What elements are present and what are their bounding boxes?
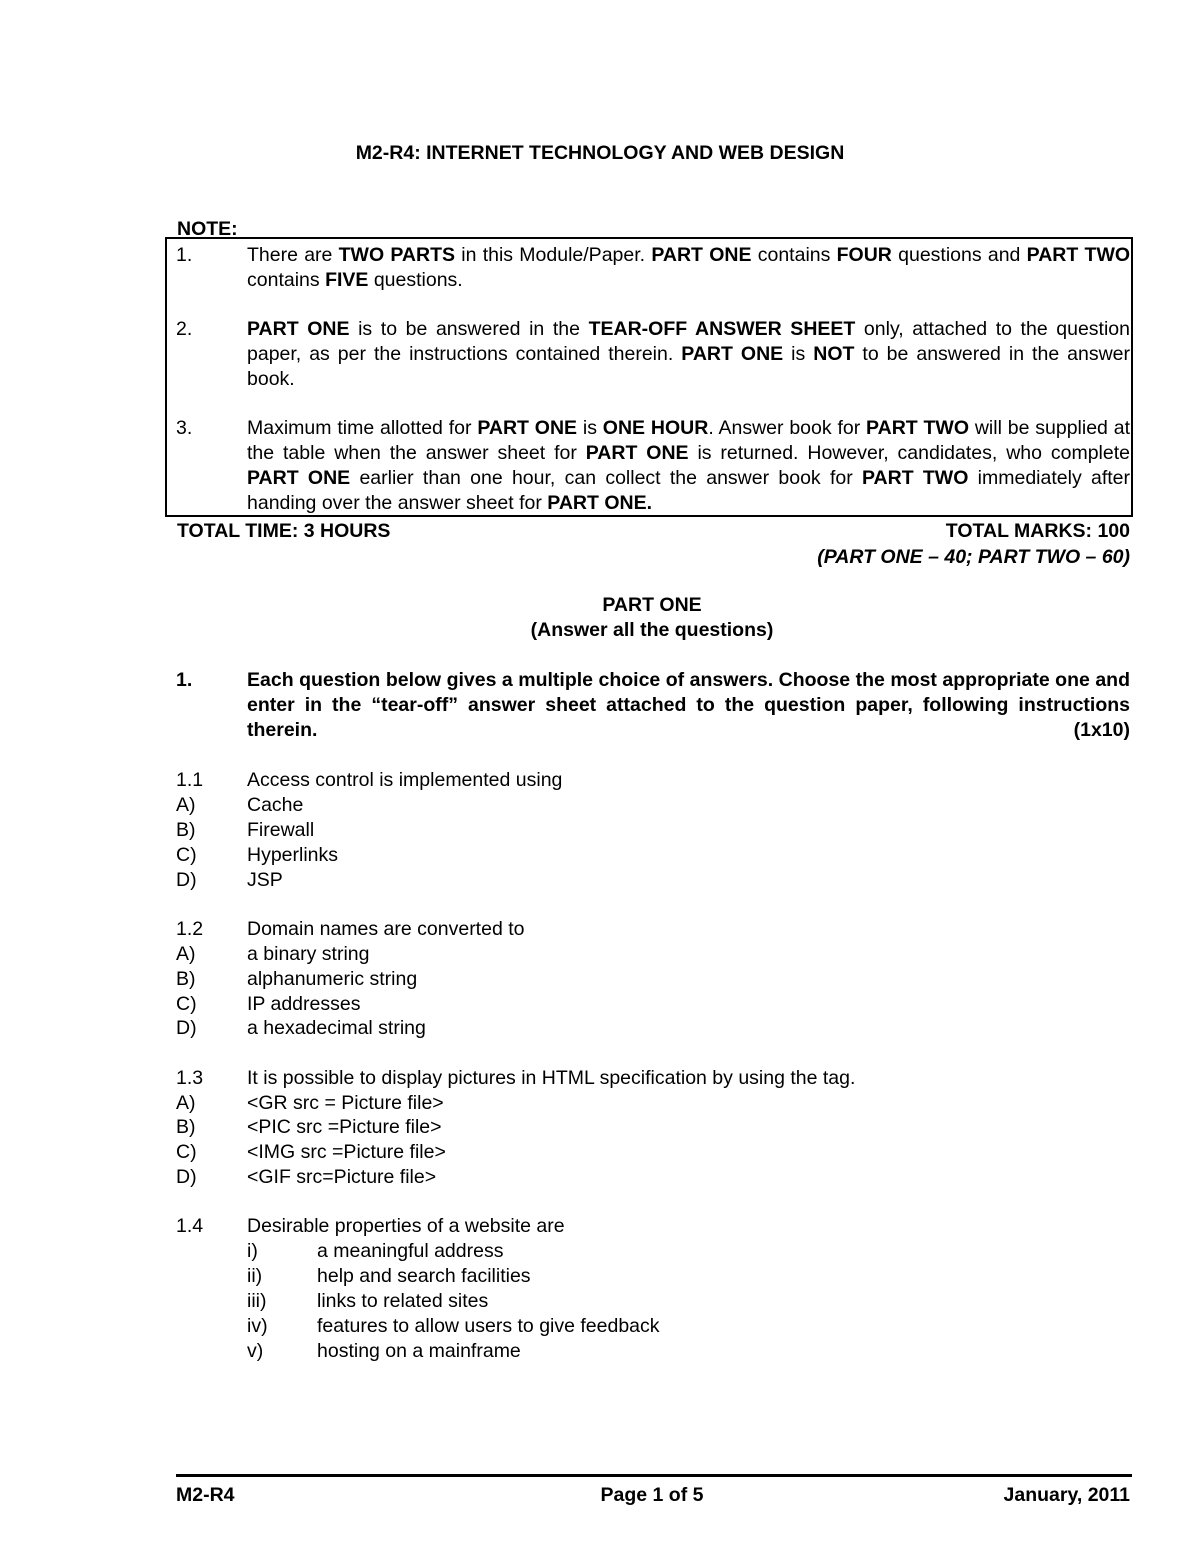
note-emphasis: TEAR-OFF ANSWER SHEET <box>588 318 856 340</box>
note-number: 3. <box>176 417 193 439</box>
note-run: immediately after handing over the answer sheet for <box>247 467 1130 514</box>
item-stem: It is possible to display pictures in HTML specification by using the tag. <box>247 1067 856 1089</box>
note-emphasis: PART ONE. <box>547 492 653 514</box>
option-text: IP addresses <box>247 993 361 1015</box>
marks-split: (PART ONE – 40; PART TWO – 60) <box>817 546 1130 568</box>
footer-date: January, 2011 <box>1003 1484 1130 1506</box>
option-label: A) <box>176 943 196 965</box>
subitem-label: ii) <box>247 1265 263 1287</box>
subitem-label: i) <box>247 1240 258 1262</box>
note-run: will be supplied at the table when the answer sheet for <box>247 417 1131 464</box>
item-stem: Domain names are converted to <box>247 918 525 940</box>
note-emphasis: FOUR <box>836 244 892 266</box>
note-run: Maximum time allotted for <box>247 417 478 439</box>
question-marks: (1x10) <box>1073 719 1130 741</box>
total-time: TOTAL TIME: 3 HOURS <box>177 520 391 542</box>
part-heading: PART ONE <box>602 594 702 616</box>
subitem-text: a meaningful address <box>317 1240 504 1262</box>
note-emphasis: PART ONE <box>247 467 351 489</box>
note-emphasis: PART ONE <box>585 442 689 464</box>
note-run: is <box>783 343 814 365</box>
note-run: There are <box>247 244 339 266</box>
subitem-label: v) <box>247 1340 264 1362</box>
note-emphasis: FIVE <box>325 269 369 291</box>
note-label: NOTE: <box>177 218 238 240</box>
option-text: <GIF src=Picture file> <box>247 1166 437 1188</box>
note-emphasis: TWO PARTS <box>338 244 456 266</box>
option-label: D) <box>176 869 197 891</box>
note-run: questions and <box>891 244 1027 266</box>
note-run: is to be answered in the <box>349 318 589 340</box>
footer-rule <box>176 1474 1132 1477</box>
note-run: . Answer book for <box>708 417 867 439</box>
note-text <box>247 416 1130 516</box>
subitem-text: links to related sites <box>317 1290 489 1312</box>
option-label: C) <box>176 844 197 866</box>
subitem-label: iii) <box>247 1290 267 1312</box>
note-text <box>247 243 1130 293</box>
note-run: to be answered in the answer book. <box>247 343 1131 390</box>
option-text: a binary string <box>247 943 370 965</box>
item-number: 1.2 <box>176 918 204 940</box>
note-emphasis: PART ONE <box>247 318 350 340</box>
option-label: B) <box>176 1116 196 1138</box>
note-emphasis: ONE HOUR <box>602 417 709 439</box>
option-text: Firewall <box>247 819 315 841</box>
question-text: Each question below gives a multiple choice of answers. Choose the most appropriate one and enter in the “tear-off” answer sheet attached to the question paper, following instructions therein. <box>247 669 1130 741</box>
option-text: <IMG src =Picture file> <box>247 1141 446 1163</box>
note-emphasis: PART TWO <box>861 467 969 489</box>
subitem-text: features to allow users to give feedback <box>317 1315 660 1337</box>
option-label: B) <box>176 968 196 990</box>
option-text: <GR src = Picture file> <box>247 1092 444 1114</box>
note-run: contains <box>247 269 326 291</box>
note-run: contains <box>751 244 837 266</box>
option-label: C) <box>176 1141 197 1163</box>
note-run: is <box>577 417 603 439</box>
note-run: is returned. However, candidates, who complete <box>688 442 1130 464</box>
footer-page-number: Page 1 of 5 <box>600 1484 704 1506</box>
subitem-text: help and search facilities <box>317 1265 531 1287</box>
part-subheading: (Answer all the questions) <box>530 619 774 641</box>
item-number: 1.1 <box>176 769 204 791</box>
option-text: JSP <box>247 869 283 891</box>
option-label: A) <box>176 1092 196 1114</box>
option-text: Cache <box>247 794 304 816</box>
note-number: 1. <box>176 244 193 266</box>
item-number: 1.4 <box>176 1215 204 1237</box>
note-emphasis: PART ONE <box>681 343 784 365</box>
option-text: alphanumeric string <box>247 968 418 990</box>
page-title: M2-R4: INTERNET TECHNOLOGY AND WEB DESIGN <box>355 142 845 164</box>
footer-paper-code: M2-R4 <box>176 1484 235 1506</box>
item-number: 1.3 <box>176 1067 204 1089</box>
note-run: in this Module/Paper. <box>455 244 652 266</box>
note-emphasis: PART TWO <box>866 417 969 439</box>
option-label: C) <box>176 993 197 1015</box>
question-number: 1. <box>176 669 193 691</box>
note-text <box>247 317 1130 392</box>
option-label: D) <box>176 1017 197 1039</box>
note-emphasis: PART TWO <box>1026 244 1131 266</box>
option-text: <PIC src =Picture file> <box>247 1116 442 1138</box>
note-number: 2. <box>176 318 193 340</box>
option-text: Hyperlinks <box>247 844 339 866</box>
note-emphasis: PART ONE <box>651 244 752 266</box>
note-run: only, attached to the question paper, as per the instructions contained therein. <box>247 318 1130 365</box>
option-text: a hexadecimal string <box>247 1017 426 1039</box>
item-stem: Desirable properties of a website are <box>247 1215 565 1237</box>
subitem-label: iv) <box>247 1315 268 1337</box>
note-emphasis: PART ONE <box>477 417 578 439</box>
option-label: B) <box>176 819 196 841</box>
note-run: questions. <box>368 269 463 291</box>
note-emphasis: NOT <box>813 343 855 365</box>
subitem-text: hosting on a mainframe <box>317 1340 521 1362</box>
item-stem: Access control is implemented using <box>247 769 563 791</box>
note-run: earlier than one hour, can collect the answer book for <box>350 467 862 489</box>
option-label: D) <box>176 1166 197 1188</box>
option-label: A) <box>176 794 196 816</box>
total-marks: TOTAL MARKS: 100 <box>945 520 1130 542</box>
